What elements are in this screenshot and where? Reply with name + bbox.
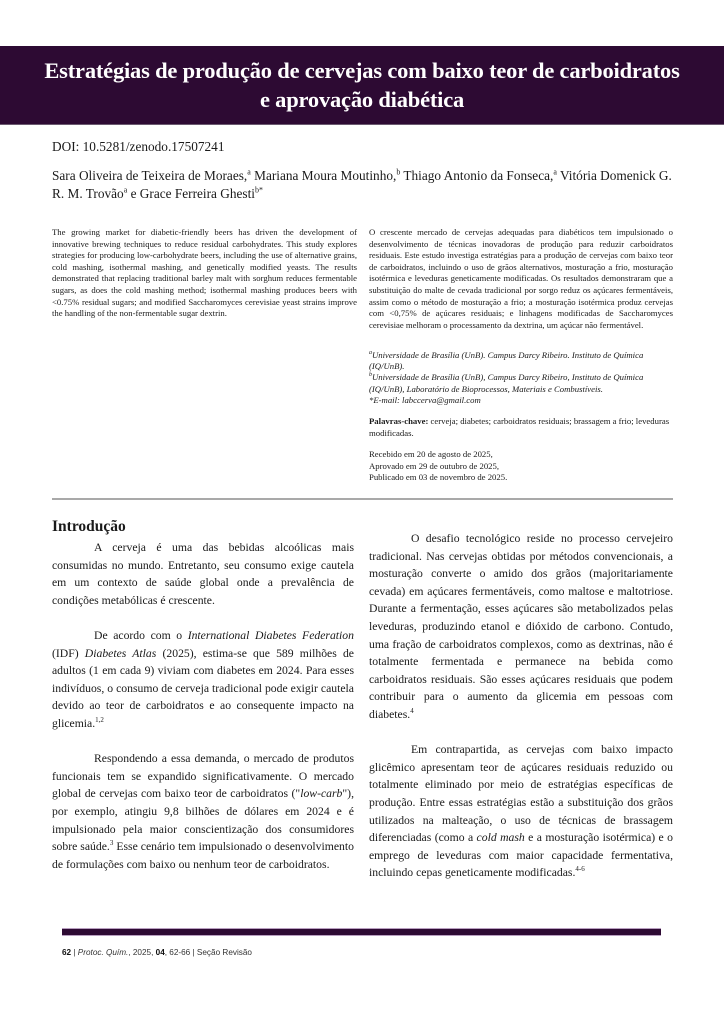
journal-name: Protoc. Quím. <box>77 948 129 957</box>
affiliation-item <box>369 350 673 372</box>
page-number: 62 <box>62 948 72 957</box>
section-divider <box>52 498 673 500</box>
abstract-portuguese: O crescente mercado de cervejas adequadas para diabéticos tem impulsionado o desenvolvimento de técnicas inovadoras de produção para reduzir carboidratos residuais. Este estudo investiga estratégias para a produção de cervejas com baixo teor de carboidratos, incluindo o uso de grãos alternativos, mosturação a frio, mosturação isotérmica e leveduras geneticamente modificadas. Os resultados demonstraram que a substituição do malte de cevada tradicional por sorgo reduz os açúcares fermentáveis, assim como o método de mosturação a frio; a mosturação isotérmica produz cervejas com <0,75% de açúcares residuais; e linhagens modificadas de Saccharomyces cerevisiae melhoram o processamento da dextrina, um açúcar não fermentável. <box>369 227 673 330</box>
author-name: Sara Oliveira de Teixeira de Moraes, <box>52 168 248 183</box>
keywords <box>369 416 673 439</box>
affiliations <box>369 350 673 406</box>
footer-pages-section: , 62-66 | Seção Revisão <box>164 948 252 957</box>
author-name: Thiago Antonio da Fonseca, <box>400 168 554 183</box>
author-affiliation-mark: a <box>553 167 557 177</box>
citation-ref[interactable]: 4 <box>410 707 414 716</box>
paragraph <box>369 741 673 882</box>
affiliation-item <box>369 372 673 394</box>
contact-email[interactable]: *E-mail: labccerva@gmail.com <box>369 394 481 405</box>
author-name: Vitória Domenick G. R. M. Trovão <box>52 168 672 201</box>
paragraph <box>52 627 354 733</box>
paragraph <box>369 530 673 724</box>
author-affiliation-mark: a <box>123 185 128 195</box>
text-run: O desafio tecnológico reside no processo cervejeiro tradicional. Nas cervejas obtidas por métodos convencionais, a mosturação converte o amido dos grãos (majoritariamente cevada) em açúcares fermentáveis, como maltose e maltotriose. Durante a fermentação, esses açúcares são metabolizados pelas leveduras, produzindo etanol e dióxido de carbono. Contudo, uma fração de carboidratos complexos, como as dextrinas, não é totalmente fermentada e permanece na bebida como carboidratos residuais. São esses açúcares residuais que podem contribuir para o aumento da glicemia em pessoas com diabetes. <box>369 532 673 721</box>
keywords-label: Palavras-chave: <box>369 416 429 426</box>
doi-link[interactable]: DOI: 10.5281/zenodo.17507241 <box>52 139 225 154</box>
affiliation-mark: b <box>369 372 372 379</box>
abstract-english: The growing market for diabetic-friendly beers has driven the development of innovative brewing techniques to reduce residual carbohydrates. This study explores strategies for producing low-carbohydrate beers, including the use of alternative grains, cold mashing, isothermal mashing, and genetically modified yeasts. The results demonstrated that replacing traditional barley malt with sorghum reduces fermentable sugars, as does the cold mashing method; isothermal mashing produces beers with <0.75% residual sugars; and modified Saccharomyces cerevisiae yeast strains improve the handling of the non-fermentable sugar dextrin. <box>52 227 357 319</box>
text-run: De acordo com o <box>94 628 188 642</box>
author-affiliation-mark: b* <box>254 185 263 195</box>
journal-volume: 04 <box>155 948 165 957</box>
citation-ref[interactable]: 1,2 <box>95 716 104 725</box>
author-affiliation-mark: a <box>247 167 251 177</box>
affiliation-text: Universidade de Brasília (UnB), Campus Darcy Ribeiro, Instituto de Química (IQ/UnB), Laboratório de Bioprocessos, Materiais e Combustíveis. <box>369 372 644 394</box>
paragraph: A cerveja é uma das bebidas alcoólicas mais consumidas no mundo. Entretanto, seu consumo exige cautela em um contexto de saúde global onde a prevalência de condições metabólicas é crescente. <box>52 541 354 607</box>
text-run: (IDF) <box>52 646 85 660</box>
received-date: Recebido em 20 de agosto de 2025, <box>369 449 493 459</box>
text-run-italic: cold mash <box>476 831 525 845</box>
text-run: Esse cenário tem impulsionado o desenvolvimento de formulações com baixo ou nenhum teor de carboidratos. <box>52 840 354 871</box>
keywords-text: cerveja; diabetes; carboidratos residuais; brassagem a frio; leveduras modificadas. <box>369 416 670 438</box>
title-banner <box>0 46 724 125</box>
body-column-right <box>369 530 673 882</box>
text-run: (2025), estima-se que 589 milhões de adultos (1 em cada 9) viviam com diabetes em 2024. Para esses indivíduos, o consumo de cerveja tradicional pode exigir cautela devido ao teor de carboidratos e ao consequente impacto na glicemia. <box>52 646 354 730</box>
text-run-italic: low-carb <box>300 787 343 801</box>
author-affiliation-mark: b <box>396 167 401 177</box>
text-run-italic: International Diabetes Federation <box>187 628 354 642</box>
approved-date: Aprovado em 29 de outubro de 2025, <box>369 460 500 471</box>
author-name: e Grace Ferreira Ghesti <box>127 186 255 201</box>
author-name: Mariana Moura Moutinho, <box>250 168 397 183</box>
text-run: Respondendo a essa demanda, o mercado de produtos funcionais tem se expandido significativamente. O mercado global de cervejas com baixo teor de carboidratos (" <box>52 752 354 801</box>
article-title: Estratégias de produção de cervejas com baixo teor de carboidratos e aprovação diabética <box>44 58 680 112</box>
footer-bar <box>62 928 661 936</box>
text-run: e a mosturação isotérmica) e o emprego de leveduras com maior capacidade fermentativa, incluindo cepas geneticamente modificadas. <box>369 831 673 880</box>
published-date: Publicado em 03 de novembro de 2025. <box>369 472 508 483</box>
citation-ref[interactable]: 4-6 <box>575 865 585 874</box>
citation-ref[interactable]: 3 <box>109 839 114 848</box>
author-list <box>52 167 672 203</box>
affiliation-mark: a <box>369 350 372 357</box>
footer-year: , 2025, <box>128 948 156 957</box>
paragraph <box>52 750 354 873</box>
footer-separator: | <box>71 948 78 957</box>
text-run-italic: Diabetes Atlas <box>84 646 157 660</box>
page-footer <box>62 948 252 957</box>
body-column-left <box>52 539 354 873</box>
affiliation-text: Universidade de Brasília (UnB). Campus Darcy Ribeiro. Instituto de Química (IQ/UnB). <box>369 350 644 372</box>
publication-dates <box>369 449 673 484</box>
text-run: Em contrapartida, as cervejas com baixo impacto glicêmico apresentam teor de açúcares residuais reduzido ou totalmente eliminado por meio de estratégias específicas de produção. Entre essas estratégias estão a substituição dos grãos utilizados na malteação, o uso de técnicas de brassagem diferenciadas (como a <box>369 743 673 845</box>
section-heading-introduction: Introdução <box>52 518 126 535</box>
text-run: "), por exemplo, atingiu 9,8 bilhões de dólares em 2024 e é impulsionado pela maior conscientização dos consumidores sobre saúde. <box>52 787 354 854</box>
